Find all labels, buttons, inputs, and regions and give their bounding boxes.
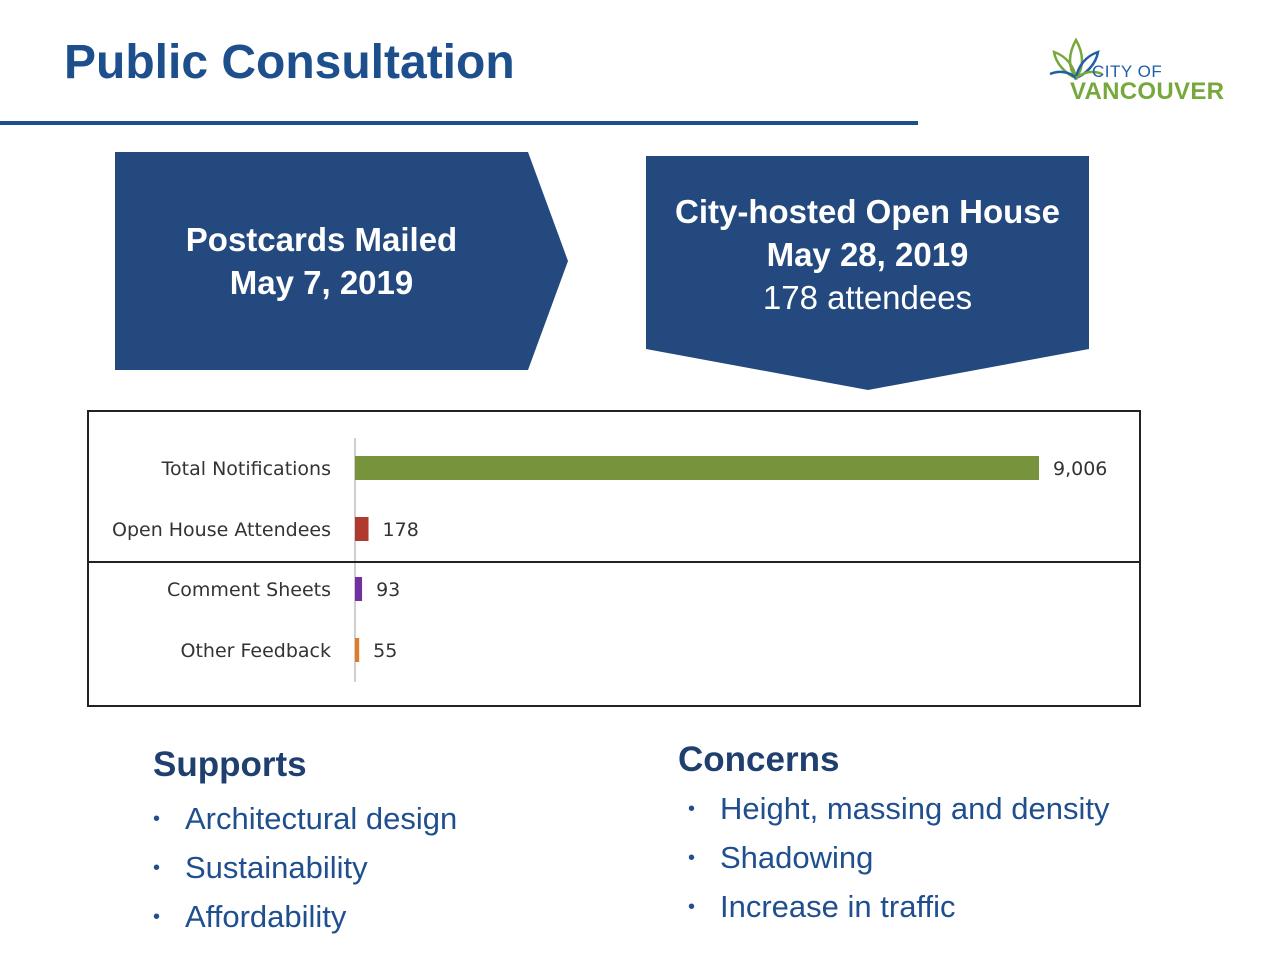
supports-item — [153, 849, 457, 898]
city-of-vancouver-logo — [1046, 34, 1226, 106]
value-label: 178 — [382, 519, 419, 541]
open-house-attendees: 178 attendees — [762, 279, 973, 316]
concerns-item — [688, 888, 1109, 937]
bullet-icon: • — [688, 798, 696, 820]
bullet-icon: • — [688, 847, 696, 869]
category-label: Total Notifications — [161, 458, 331, 480]
page-title: Public Consultation — [64, 36, 515, 89]
postcards-label — [115, 218, 528, 304]
concerns-item-label: Height, massing and density — [720, 791, 1110, 826]
open-house-date: May 28, 2019 — [766, 236, 969, 273]
bullet-icon: • — [153, 808, 161, 830]
supports-list — [153, 800, 457, 947]
supports-item-label: Affordability — [185, 899, 347, 934]
concerns-heading: Concerns — [678, 740, 840, 779]
concerns-item — [688, 790, 1109, 839]
concerns-list — [688, 790, 1109, 937]
supports-item-label: Architectural design — [185, 801, 458, 836]
category-label: Comment Sheets — [167, 579, 331, 601]
open-house-label — [646, 190, 1089, 319]
title-divider — [0, 121, 918, 125]
bar — [355, 577, 362, 601]
supports-item — [153, 898, 457, 947]
bullet-icon: • — [153, 857, 161, 879]
value-label: 55 — [373, 640, 398, 662]
logo-line-city-of: CITY OF — [1092, 62, 1163, 81]
value-label: 9,006 — [1053, 458, 1108, 480]
postcards-date: May 7, 2019 — [229, 264, 414, 301]
notifications-bar-chart — [87, 410, 1141, 707]
concerns-item-label: Shadowing — [720, 840, 874, 875]
supports-heading: Supports — [153, 745, 307, 784]
bar — [355, 456, 1039, 480]
category-label: Open House Attendees — [111, 519, 331, 541]
supports-item — [153, 800, 457, 849]
value-label: 93 — [376, 579, 401, 601]
supports-item-label: Sustainability — [185, 850, 368, 885]
bullet-icon: • — [153, 906, 161, 928]
concerns-item — [688, 839, 1109, 888]
concerns-item-label: Increase in traffic — [720, 889, 956, 924]
open-house-title: City-hosted Open House — [674, 193, 1061, 230]
bar — [355, 517, 369, 541]
bar — [355, 638, 359, 662]
chart-divider-line — [87, 561, 1141, 563]
postcards-title: Postcards Mailed — [185, 221, 458, 258]
logo-line-vancouver: VANCOUVER — [1070, 78, 1225, 105]
category-label: Other Feedback — [180, 640, 331, 662]
bullet-icon: • — [688, 896, 696, 918]
